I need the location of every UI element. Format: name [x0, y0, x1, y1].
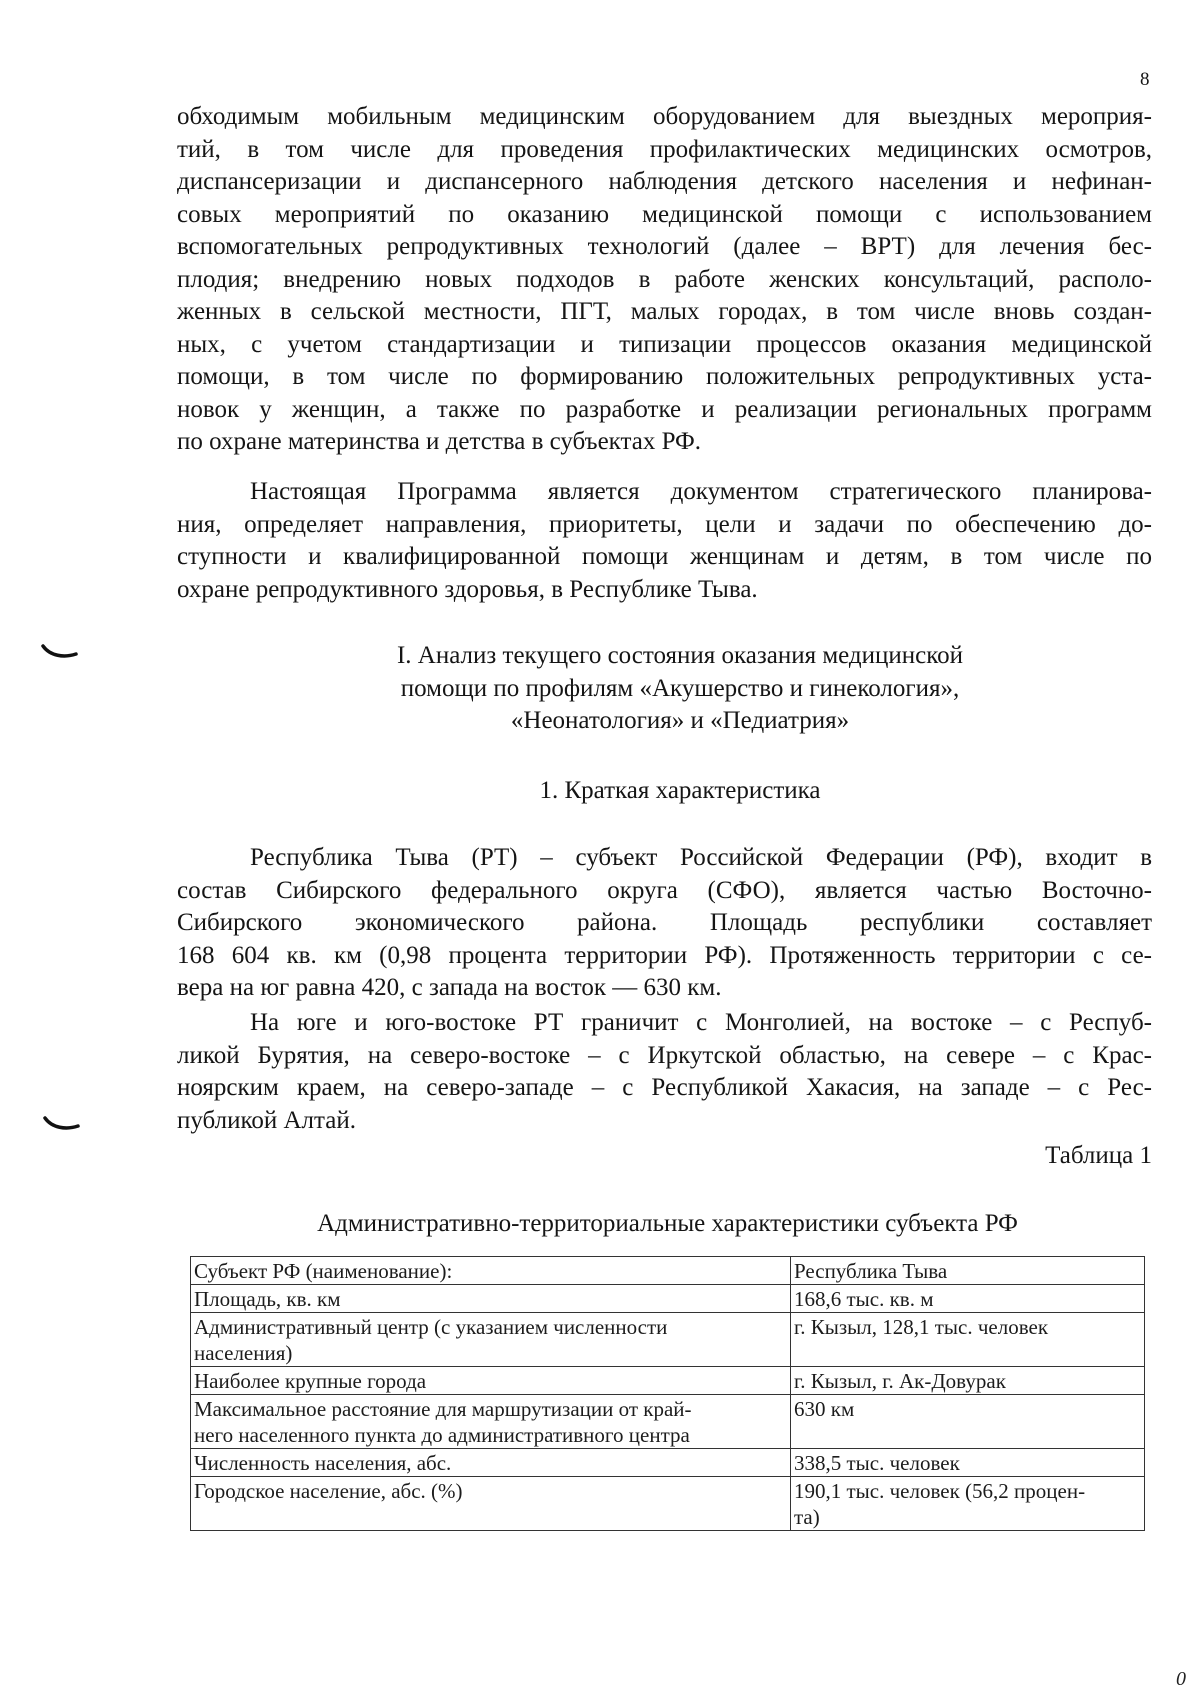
table-cell-value: г. Кызыл, 128,1 тыс. человек	[791, 1313, 1145, 1367]
table-row	[191, 1477, 1145, 1531]
text-line: 168 604 кв. км (0,98 процента территории РФ). Протяженность территории с се-	[177, 941, 1152, 969]
program-paragraph	[177, 476, 1152, 606]
text-line: женных в сельской местности, ПГТ, малых городах, в том числе вновь создан-	[177, 298, 1152, 325]
text-line: ликой Бурятия, на северо-востоке – с Иркутской областью, на севере – с Крас-	[177, 1041, 1152, 1069]
handwritten-mark: 0	[1176, 1668, 1186, 1690]
borders-paragraph	[177, 1007, 1152, 1137]
text-line: охране репродуктивного здоровья, в Республике Тыва.	[177, 575, 758, 603]
table-row	[191, 1257, 1145, 1285]
table-row	[191, 1285, 1145, 1313]
table-cell-label: Административный центр (с указанием численности населения)	[191, 1313, 791, 1367]
table-cell-value: 630 км	[791, 1395, 1145, 1449]
text-line: новок у женщин, а также по разработке и реализации региональных программ	[177, 395, 1152, 423]
text-line: по охране материнства и детства в субъектах РФ.	[177, 428, 702, 455]
heading-line: помощи по профилям «Акушерство и гинекология»,	[400, 674, 960, 702]
table-row	[191, 1313, 1145, 1367]
table-label: Таблица 1	[1045, 1142, 1152, 1169]
table-cell-label: Площадь, кв. км	[191, 1285, 791, 1313]
text-line: тий, в том числе для проведения профилактических медицинских осмотров,	[177, 135, 1152, 163]
intro-paragraph	[177, 101, 1152, 459]
table-cell-label: Наиболее крупные города	[191, 1367, 791, 1395]
table-row	[191, 1449, 1145, 1477]
text-line: На юге и юго-востоке РТ граничит с Монголией, на востоке – с Респуб-	[250, 1009, 1152, 1036]
text-line: помощи, в том числе по формированию положительных репродуктивных уста-	[177, 363, 1152, 390]
region-paragraph	[177, 842, 1152, 1005]
heading-line: «Неонатология» и «Педиатрия»	[510, 707, 850, 734]
text-line: Сибирского экономического района. Площадь республики составляет	[177, 909, 1152, 936]
characteristics-table	[190, 1256, 1145, 1531]
hole-punch-mark-bottom	[42, 1114, 82, 1134]
text-line: ступности и квалифицированной помощи женщинам и детям, в том числе по	[177, 543, 1152, 570]
table-cell-label: Максимальное расстояние для маршрутизации от край- него населенного пункта до административного центра	[191, 1395, 791, 1449]
text-line: вспомогательных репродуктивных технологий (далее – ВРТ) для лечения бес-	[177, 233, 1152, 260]
text-line: состав Сибирского федерального округа (СФО), является частью Восточно-	[177, 876, 1152, 904]
table-cell-label: Субъект РФ (наименование):	[191, 1257, 791, 1285]
table-cell-label: Численность населения, абс.	[191, 1449, 791, 1477]
subsection-heading: 1. Краткая характеристика	[539, 777, 821, 804]
heading-line: I. Анализ текущего состояния оказания медицинской	[396, 642, 964, 669]
text-line: диспансеризации и диспансерного наблюдения детского населения и нефинан-	[177, 168, 1152, 195]
page-number: 8	[1140, 69, 1150, 90]
text-line: совых мероприятий по оказанию медицинской помощи с использованием	[177, 200, 1152, 228]
text-line: Настоящая Программа является документом стратегического планирова-	[250, 478, 1152, 505]
text-line: публикой Алтай.	[177, 1106, 356, 1134]
hole-punch-mark-top	[40, 642, 80, 662]
table-cell-label: Городское население, абс. (%)	[191, 1477, 791, 1531]
table-cell-value: 168,6 тыс. кв. м	[791, 1285, 1145, 1313]
table-title: Административно-территориальные характеристики субъекта РФ	[317, 1210, 1018, 1237]
table-cell-value: г. Кызыл, г. Ак-Довурак	[791, 1367, 1145, 1395]
section-heading	[260, 640, 1100, 738]
text-line: ных, с учетом стандартизации и типизации процессов оказания медицинской	[177, 330, 1152, 358]
table-row	[191, 1367, 1145, 1395]
text-line: вера на юг равна 420, с запада на восток — 630 км.	[177, 974, 722, 1001]
text-line: плодия; внедрению новых подходов в работе женских консультаций, располо-	[177, 265, 1152, 293]
table-row	[191, 1395, 1145, 1449]
text-line: обходимым мобильным медицинским оборудованием для выездных мероприя-	[177, 103, 1152, 130]
table-cell-value: 190,1 тыс. человек (56,2 процен- та)	[791, 1477, 1145, 1531]
table-cell-value: Республика Тыва	[791, 1257, 1145, 1285]
text-line: ноярским краем, на северо-западе – с Республикой Хакасия, на западе – с Рес-	[177, 1074, 1152, 1101]
text-line: Республика Тыва (РТ) – субъект Российской Федерации (РФ), входит в	[250, 844, 1152, 871]
text-line: ния, определяет направления, приоритеты, цели и задачи по обеспечению до-	[177, 510, 1152, 538]
table-cell-value: 338,5 тыс. человек	[791, 1449, 1145, 1477]
